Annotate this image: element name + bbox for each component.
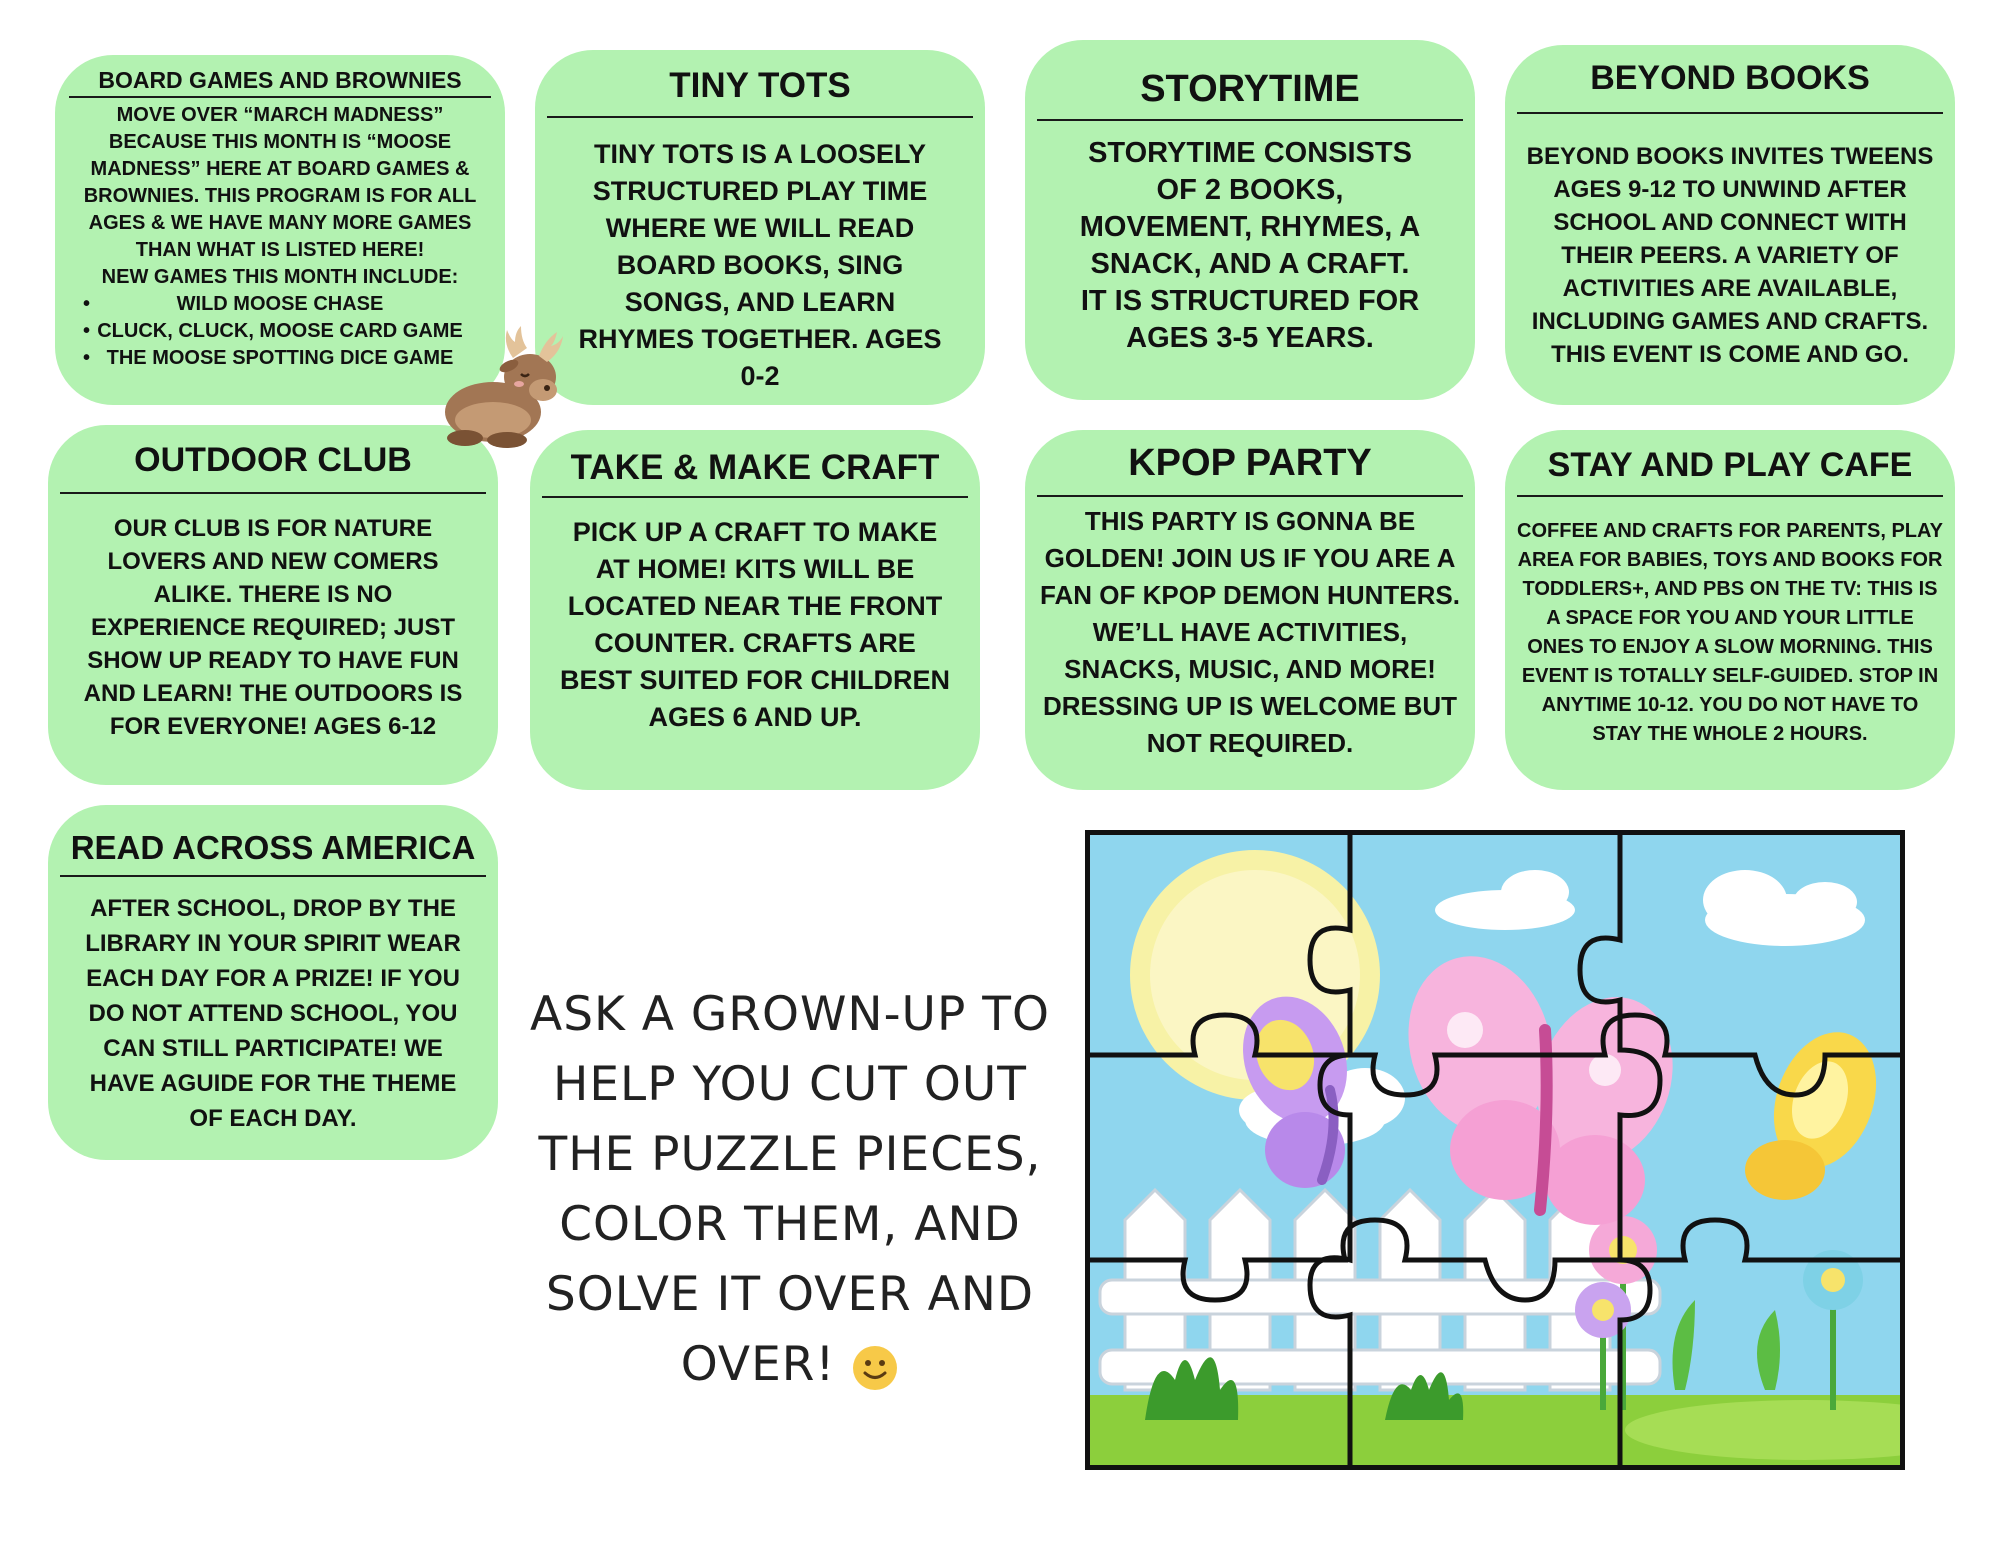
card-description: MOVE OVER “MARCH MADNESS” BECAUSE THIS MONTH IS “MOOSE MADNESS” HERE AT BOARD GAMES & BROWNIES. THIS PROGRAM IS FOR ALL AGES & WE HAVE MANY MORE GAMES THAN WHAT IS LISTED HERE! [83,104,477,261]
card-title: TINY TOTS [547,66,973,118]
list-item: • THE MOOSE SPOTTING DICE GAME [69,345,491,372]
card-tiny-tots [535,50,985,405]
card-title: BEYOND BOOKS [1517,59,1943,114]
card-body: PICK UP A CRAFT TO MAKE AT HOME! KITS WILL BE LOCATED NEAR THE FRONT COUNTER. CRAFTS ARE BEST SUITED FOR CHILDREN AGES 6 AND UP. [559,517,950,732]
games-list [69,291,491,372]
card-stay-and-play-cafe [1505,430,1955,790]
butterfly-garden-puzzle [1085,830,1905,1470]
card-take-and-make-craft [530,430,980,790]
card-body: STORYTIME CONSISTS OF 2 BOOKS, MOVEMENT, RHYMES, A SNACK, AND A CRAFT. IT IS STRUCTURED FOR AGES 3-5 YEARS. [1079,137,1421,354]
moose-illustration [435,322,565,452]
puzzle-instructions [530,980,1050,1400]
instructions-text: ASK A GROWN-UP TO HELP YOU CUT OUT THE PUZZLE PIECES, COLOR THEM, AND SOLVE IT OVER AND OVER! [530,987,1050,1392]
card-kpop-party [1025,430,1475,790]
card-title: STAY AND PLAY CAFE [1517,446,1943,497]
card-outdoor-club [48,425,498,785]
card-title: BOARD GAMES AND BROWNIES [69,67,491,98]
card-body: BEYOND BOOKS INVITES TWEENS AGES 9-12 TO UNWIND AFTER SCHOOL AND CONNECT WITH THEIR PEERS. A VARIETY OF ACTIVITIES ARE AVAILABLE, INCLUDING GAMES AND CRAFTS. THIS EVENT IS COME AND GO. [1526,143,1934,368]
card-title: KPOP PARTY [1037,442,1463,497]
card-storytime [1025,40,1475,400]
card-body: TINY TOTS IS A LOOSELY STRUCTURED PLAY TIME WHERE WE WILL READ BOARD BOOKS, SING SONGS, AND LEARN RHYMES TOGETHER. AGES 0-2 [578,139,942,391]
card-title: TAKE & MAKE CRAFT [542,448,968,498]
card-beyond-books [1505,45,1955,405]
card-body: AFTER SCHOOL, DROP BY THE LIBRARY IN YOUR SPIRIT WEAR EACH DAY FOR A PRIZE! IF YOU DO NOT ATTEND SCHOOL, YOU CAN STILL PARTICIPATE! WE HAVE AGUIDE FOR THE THEME OF EACH DAY. [85,895,461,1132]
card-body: OUR CLUB IS FOR NATURE LOVERS AND NEW COMERS ALIKE. THERE IS NO EXPERIENCE REQUIRED; JUST SHOW UP READY TO HAVE FUN AND LEARN! THE OUTDOORS IS FOR EVERYONE! AGES 6-12 [83,515,463,740]
new-games-heading: NEW GAMES THIS MONTH INCLUDE: [101,266,459,288]
card-title: READ ACROSS AMERICA [60,829,486,877]
card-body: COFFEE AND CRAFTS FOR PARENTS, PLAY AREA FOR BABIES, TOYS AND BOOKS FOR TODDLERS+, AND PBS ON THE TV: THIS IS A SPACE FOR YOU AND YOUR LITTLE ONES TO ENJOY A SLOW MORNING. THIS EVENT IS TOTALLY SELF-GUIDED. STOP IN ANYTIME 10-12. YOU DO NOT HAVE TO STAY THE WHOLE 2 HOURS. [1517,520,1943,745]
card-title: OUTDOOR CLUB [60,441,486,494]
list-item: • WILD MOOSE CHASE [69,291,491,318]
smiley-face-icon [851,1344,899,1392]
card-body: THIS PARTY IS GONNA BE GOLDEN! JOIN US IF YOU ARE A FAN OF KPOP DEMON HUNTERS. WE’LL HAVE ACTIVITIES, SNACKS, MUSIC, AND MORE! DRESSING UP IS WELCOME BUT NOT REQUIRED. [1040,506,1460,758]
card-body [69,102,491,372]
card-title: STORYTIME [1037,68,1463,121]
card-read-across-america [48,805,498,1160]
list-item: • CLUCK, CLUCK, MOOSE CARD GAME [69,318,491,345]
